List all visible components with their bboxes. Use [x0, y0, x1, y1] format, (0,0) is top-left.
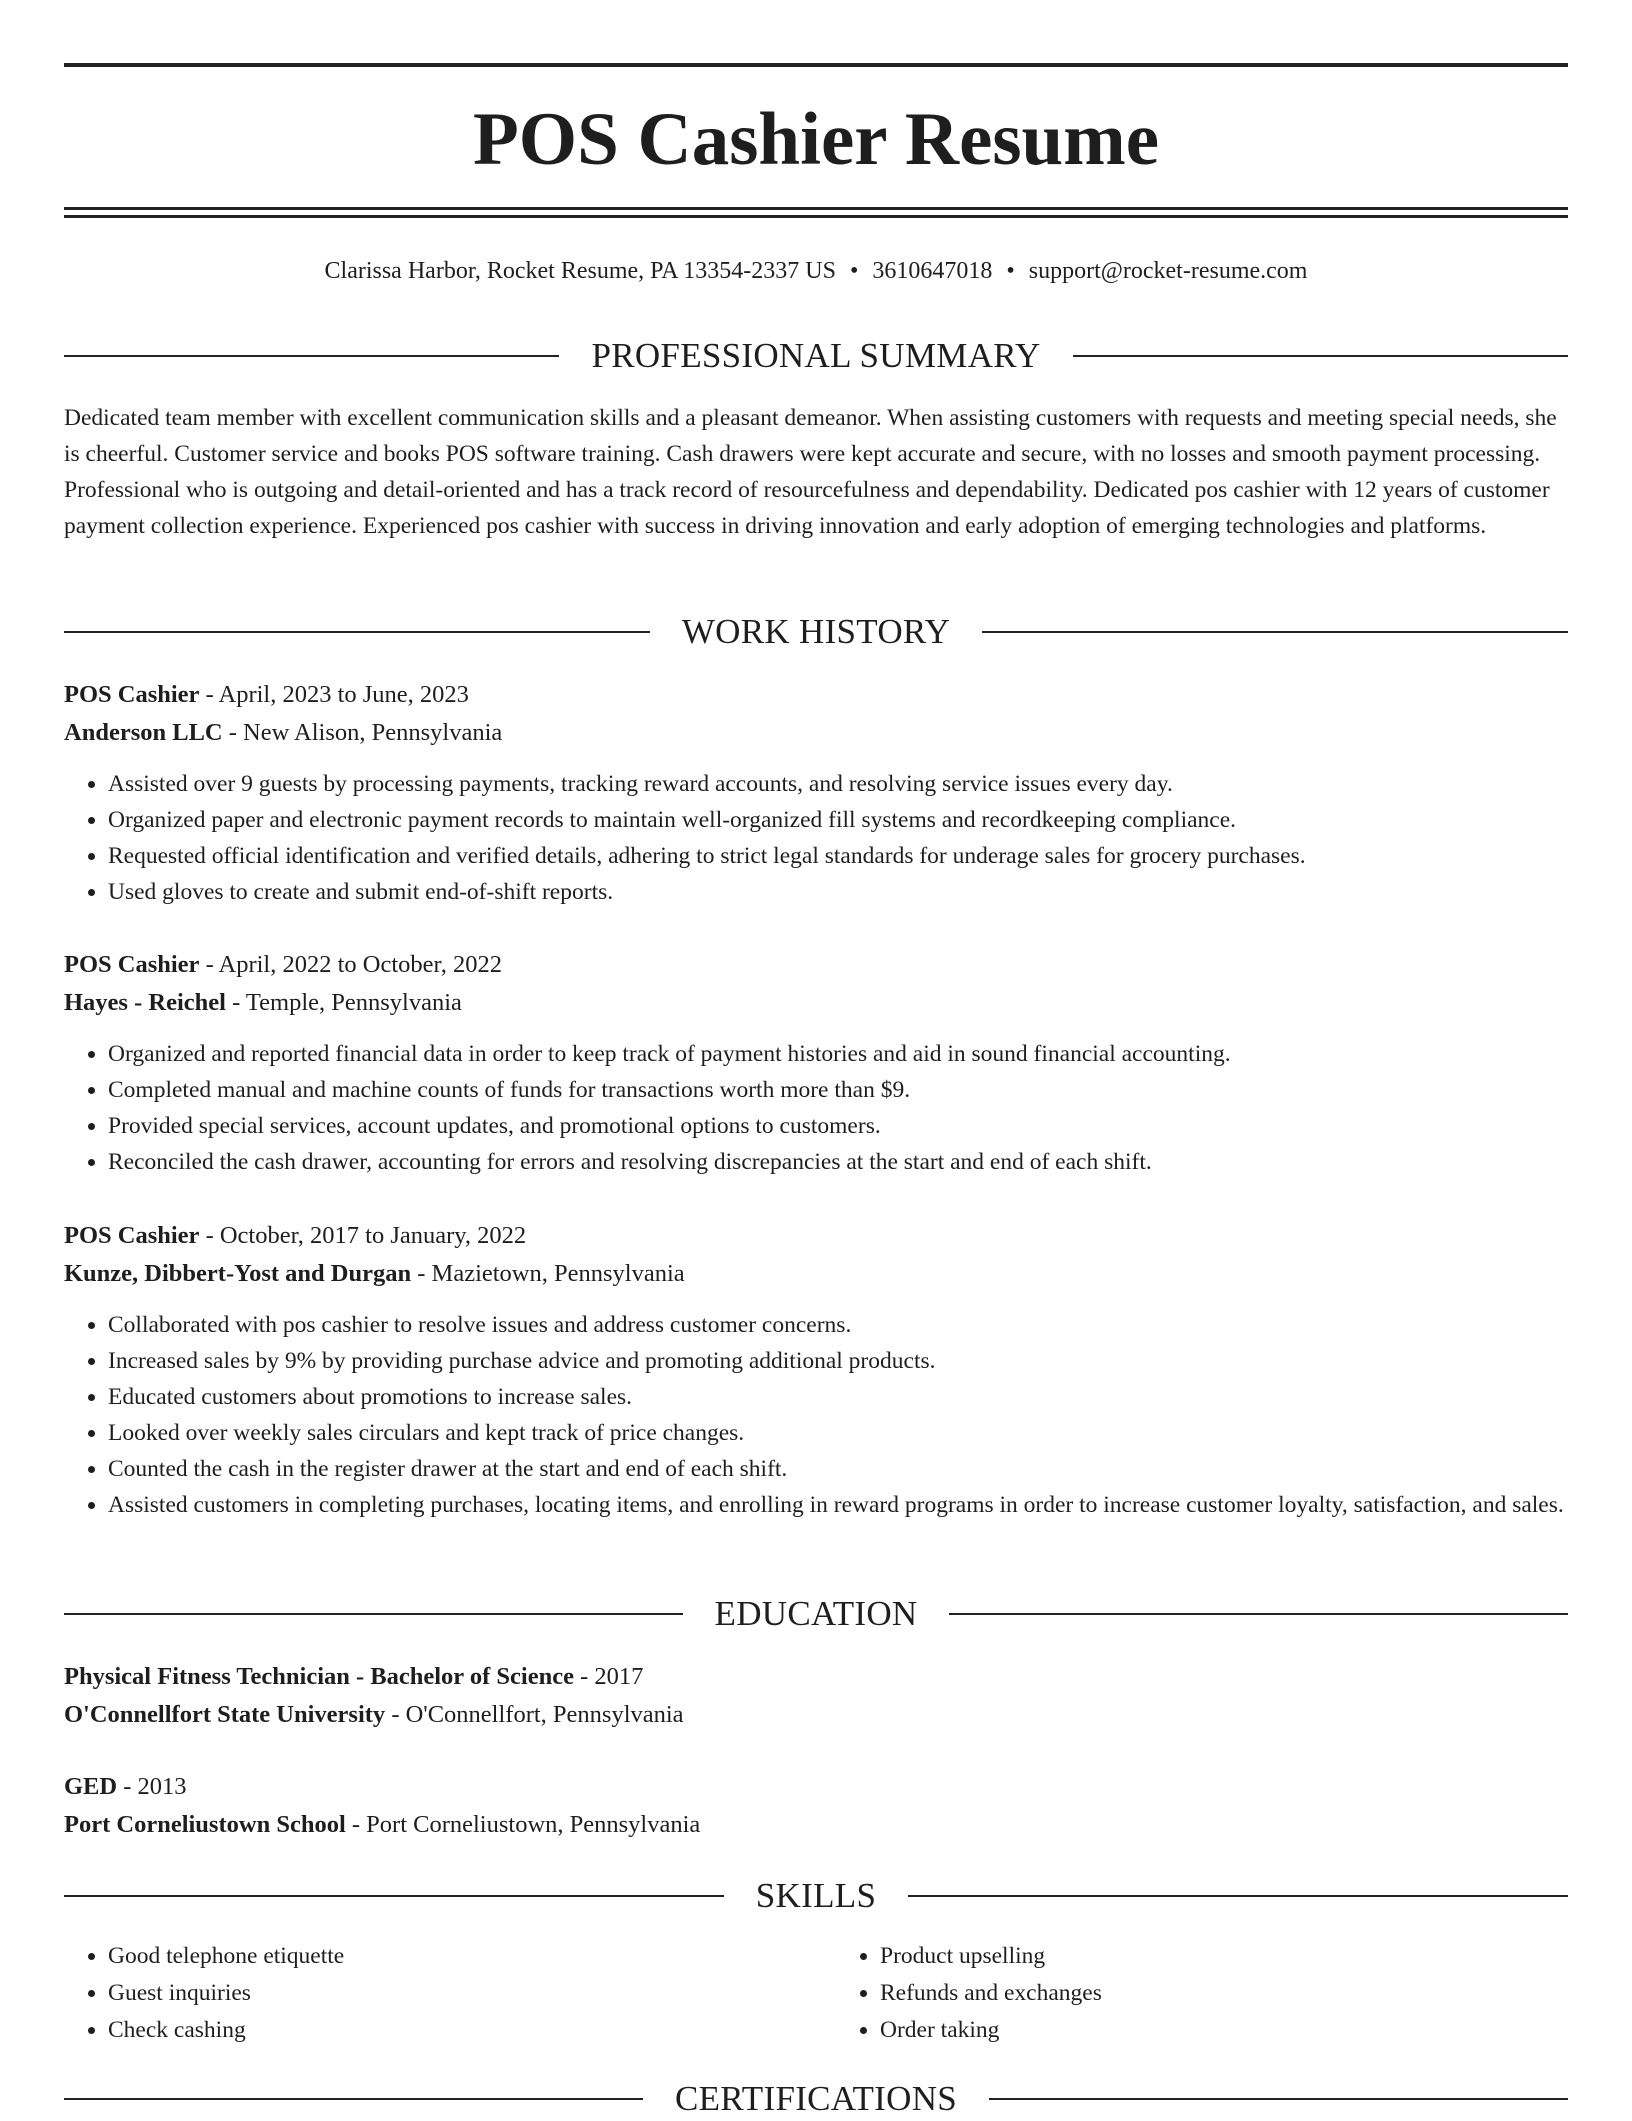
job-entry [64, 1217, 1568, 1523]
job-location: - Mazietown, Pennsylvania [411, 1260, 685, 1287]
section-title: WORK HISTORY [681, 612, 951, 651]
list-item: • Completed manual and machine counts of funds for transactions worth more than $9. [108, 1072, 1568, 1108]
job-title-line [64, 946, 1568, 984]
contact-separator: • [1006, 258, 1015, 284]
education-school: Port Corneliustown School [64, 1811, 346, 1838]
section-heading-summary [64, 334, 1568, 378]
job-company-line [64, 1255, 1568, 1293]
job-company-line [64, 714, 1568, 752]
list-item: • Product upselling [880, 1938, 1568, 1975]
section-title: PROFESSIONAL SUMMARY [591, 336, 1041, 375]
education-entry [64, 1768, 1568, 1844]
list-item: • Counted the cash in the register drawer at the start and end of each shift. [108, 1451, 1568, 1487]
list-item: • Provided special services, account updates, and promotional options to customers. [108, 1108, 1568, 1144]
heading-rule [1073, 355, 1568, 357]
skills-list [64, 1938, 1568, 2049]
list-item: • Assisted over 9 guests by processing payments, tracking reward accounts, and resolving service issues every day. [108, 766, 1568, 802]
list-item: • Reconciled the cash drawer, accounting for errors and resolving discrepancies at the start and end of each shift. [108, 1144, 1568, 1180]
job-company: Kunze, Dibbert-Yost and Durgan [64, 1260, 412, 1287]
heading-rule [989, 2098, 1568, 2100]
job-company-line [64, 984, 1568, 1022]
job-location: - Temple, Pennsylvania [225, 989, 462, 1016]
section-heading-skills [64, 1874, 1568, 1918]
education-entry [64, 1658, 1568, 1734]
job-entry [64, 676, 1568, 910]
list-item: • Refunds and exchanges [880, 1975, 1568, 2012]
skills-column-left [64, 1938, 796, 2049]
section-heading-education [64, 1592, 1568, 1636]
job-dates: - October, 2017 to January, 2022 [199, 1222, 527, 1249]
job-title-line [64, 676, 1568, 714]
skills-column-right [796, 1938, 1568, 2049]
job-location: - New Alison, Pennsylvania [222, 719, 503, 746]
top-rule [64, 63, 1568, 67]
education-degree: GED [64, 1773, 118, 1800]
job-dates: - April, 2022 to October, 2022 [199, 951, 502, 978]
education-degree: Physical Fitness Technician - Bachelor of Science [64, 1663, 574, 1690]
list-item: • Educated customers about promotions to increase sales. [108, 1379, 1568, 1415]
heading-rule [64, 1613, 683, 1615]
contact-phone: 3610647018 [872, 258, 993, 284]
list-item: • Looked over weekly sales circulars and kept track of price changes. [108, 1415, 1568, 1451]
list-item: • Order taking [880, 2012, 1568, 2049]
job-company: Hayes - Reichel [64, 989, 226, 1016]
section-title: SKILLS [755, 1876, 877, 1915]
list-item: • Requested official identification and verified details, adhering to strict legal standards for underage sales for grocery purchases. [108, 838, 1568, 874]
list-item: • Assisted customers in completing purchases, locating items, and enrolling in reward programs in order to increase customer loyalty, satisfaction, and sales. [108, 1487, 1568, 1523]
heading-rule [64, 631, 650, 633]
list-item: • Increased sales by 9% by providing purchase advice and promoting additional products. [108, 1343, 1568, 1379]
education-location: - Port Corneliustown, Pennsylvania [345, 1811, 701, 1838]
heading-rule [64, 355, 559, 357]
contact-line [64, 254, 1568, 288]
title-rule-upper [64, 207, 1568, 210]
job-dates: - April, 2023 to June, 2023 [199, 681, 469, 708]
list-item: • Used gloves to create and submit end-of-shift reports. [108, 874, 1568, 910]
job-duties [64, 766, 1568, 910]
job-title: POS Cashier [64, 681, 200, 708]
education-school-line [64, 1806, 1568, 1844]
education-school-line [64, 1696, 1568, 1734]
heading-rule [982, 631, 1568, 633]
heading-rule [908, 1895, 1568, 1897]
job-title-line [64, 1217, 1568, 1255]
section-title: EDUCATION [714, 1594, 918, 1633]
job-entry [64, 946, 1568, 1180]
summary-text: Dedicated team member with excellent communication skills and a pleasant demeanor. When assisting customers with requests and meeting special needs, she is cheerful. Customer service and books POS software training. Cash drawers were kept accurate and secure, with no losses and smooth payment processing. Professional who is outgoing and detail-oriented and has a track record of resourcefulness and dependability. Dedicated pos cashier with 12 years of customer payment collection experience. Experienced pos cashier with success in driving innovation and early adoption of emerging technologies and platforms. [64, 405, 1557, 539]
list-item: • Good telephone etiquette [108, 1938, 796, 1975]
list-item: • Collaborated with pos cashier to resolve issues and address customer concerns. [108, 1307, 1568, 1343]
section-heading-certifications [64, 2077, 1568, 2121]
education-location: - O'Connellfort, Pennsylvania [385, 1701, 684, 1728]
job-title: POS Cashier [64, 951, 200, 978]
job-duties [64, 1036, 1568, 1180]
heading-rule [64, 2098, 643, 2100]
list-item: • Organized and reported financial data in order to keep track of payment histories and aid in sound financial accounting. [108, 1036, 1568, 1072]
section-title: CERTIFICATIONS [674, 2079, 958, 2118]
education-school: O'Connellfort State University [64, 1701, 386, 1728]
education-year: - 2013 [117, 1773, 187, 1800]
job-duties [64, 1307, 1568, 1523]
job-company: Anderson LLC [64, 719, 223, 746]
education-degree-line [64, 1768, 1568, 1806]
list-item: • Organized paper and electronic payment records to maintain well-organized fill systems and recordkeeping compliance. [108, 802, 1568, 838]
job-title: POS Cashier [64, 1222, 200, 1249]
list-item: • Check cashing [108, 2012, 796, 2049]
page-title: POS Cashier Resume [472, 98, 1160, 181]
education-degree-line [64, 1658, 1568, 1696]
contact-email: support@rocket-resume.com [1028, 258, 1308, 284]
section-heading-work-history [64, 610, 1568, 654]
heading-rule [949, 1613, 1568, 1615]
education-year: - 2017 [573, 1663, 644, 1690]
contact-separator: • [849, 258, 859, 284]
contact-address: Clarissa Harbor, Rocket Resume, PA 13354-2337 US [324, 258, 836, 284]
title-rule-lower [64, 215, 1568, 218]
list-item: • Guest inquiries [108, 1975, 796, 2012]
heading-rule [64, 1895, 724, 1897]
